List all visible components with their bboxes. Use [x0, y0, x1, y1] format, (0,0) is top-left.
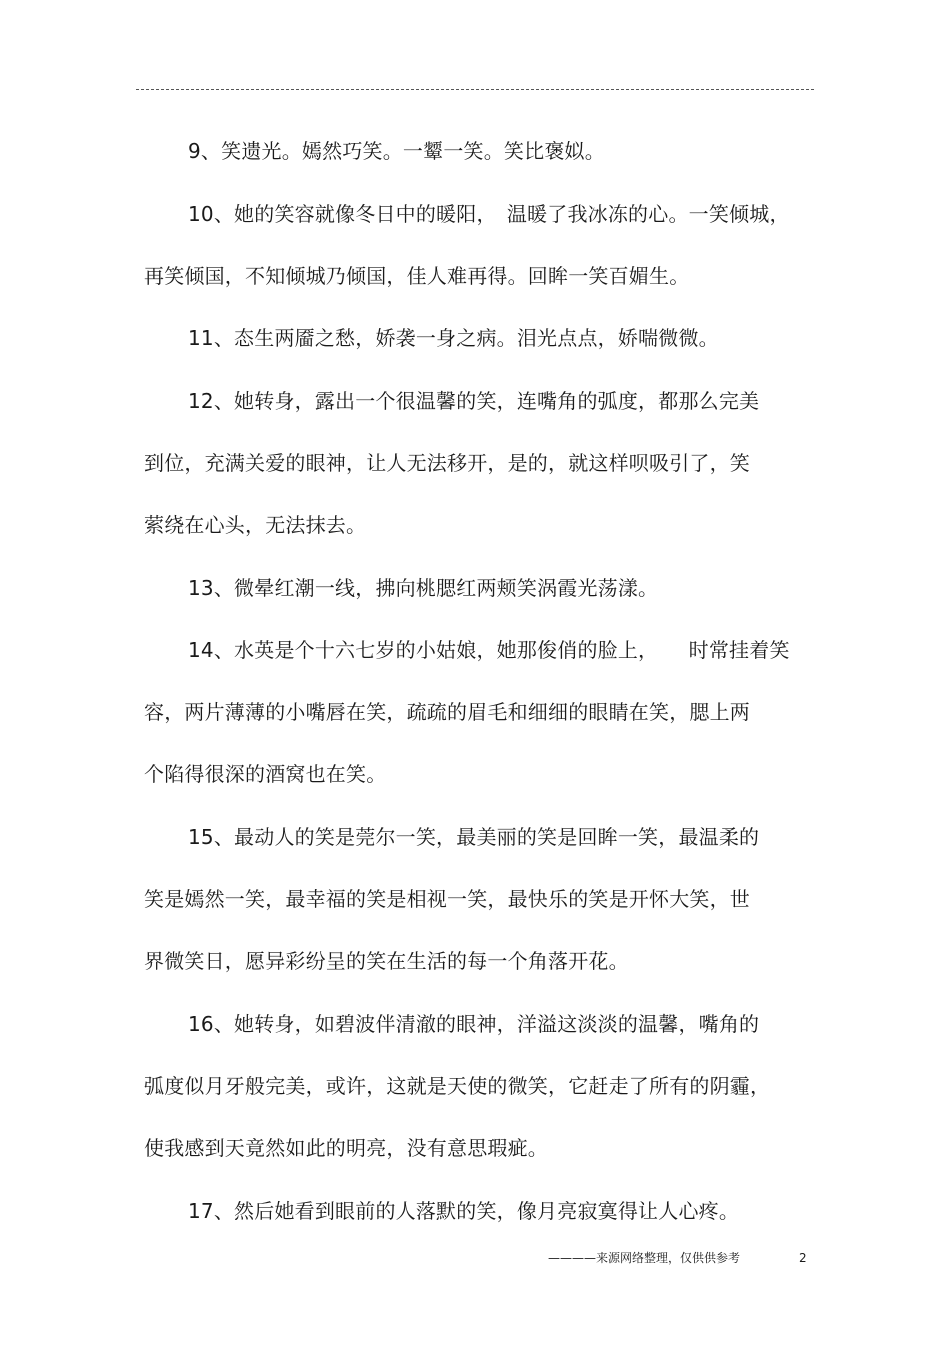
- text-line: 弧度似月牙般完美，或许，这就是天使的微笑，它赶走了所有的阴霾，: [144, 1074, 771, 1098]
- text-line: 到位，充满关爱的眼神，让人无法移开，是的，就这样呗吸引了，笑: [144, 451, 750, 475]
- text-line: 使我感到天竟然如此的明亮，没有意思瑕疵。: [144, 1136, 548, 1160]
- text-line: 萦绕在心头，无法抹去。: [144, 513, 367, 537]
- text-line: 12、她转身，露出一个很温馨的笑，连嘴角的弧度，都那么完美: [188, 389, 760, 413]
- page-number: 2: [799, 1251, 807, 1265]
- text-line: 13、微晕红潮一线，拂向桃腮红两颊笑涡霞光荡漾。: [188, 576, 659, 600]
- header-rule: [136, 89, 814, 90]
- text-line: 再笑倾国，不知倾城乃倾国，佳人难再得。回眸一笑百媚生。: [144, 264, 690, 288]
- text-line: 容，两片薄薄的小嘴唇在笑，疏疏的眉毛和细细的眼睛在笑，腮上两: [144, 700, 750, 724]
- text-line: 14、水英是个十六七岁的小姑娘，她那俊俏的脸上， 时常挂着笑: [188, 638, 790, 662]
- text-line: 11、态生两靥之愁，娇袭一身之病。泪光点点，娇喘微微。: [188, 326, 719, 350]
- text-line: 15、最动人的笑是莞尔一笑，最美丽的笑是回眸一笑，最温柔的: [188, 825, 760, 849]
- text-line: 个陷得很深的酒窝也在笑。: [144, 762, 387, 786]
- text-line: 16、她转身，如碧波伴清澈的眼神，洋溢这淡淡的温馨，嘴角的: [188, 1012, 760, 1036]
- text-line: 17、然后她看到眼前的人落默的笑，像月亮寂寞得让人心疼。: [188, 1199, 740, 1223]
- text-line: 10、她的笑容就像冬日中的暖阳， 温暖了我冰冻的心。一笑倾城，: [188, 202, 790, 226]
- footer-source-note: ————来源网络整理，仅供供参考: [548, 1251, 741, 1265]
- text-line: 9、笑遗光。嫣然巧笑。一颦一笑。笑比褒姒。: [188, 139, 605, 163]
- text-line: 界微笑日，愿异彩纷呈的笑在生活的每一个角落开花。: [144, 949, 629, 973]
- text-line: 笑是嫣然一笑，最幸福的笑是相视一笑，最快乐的笑是开怀大笑，世: [144, 887, 750, 911]
